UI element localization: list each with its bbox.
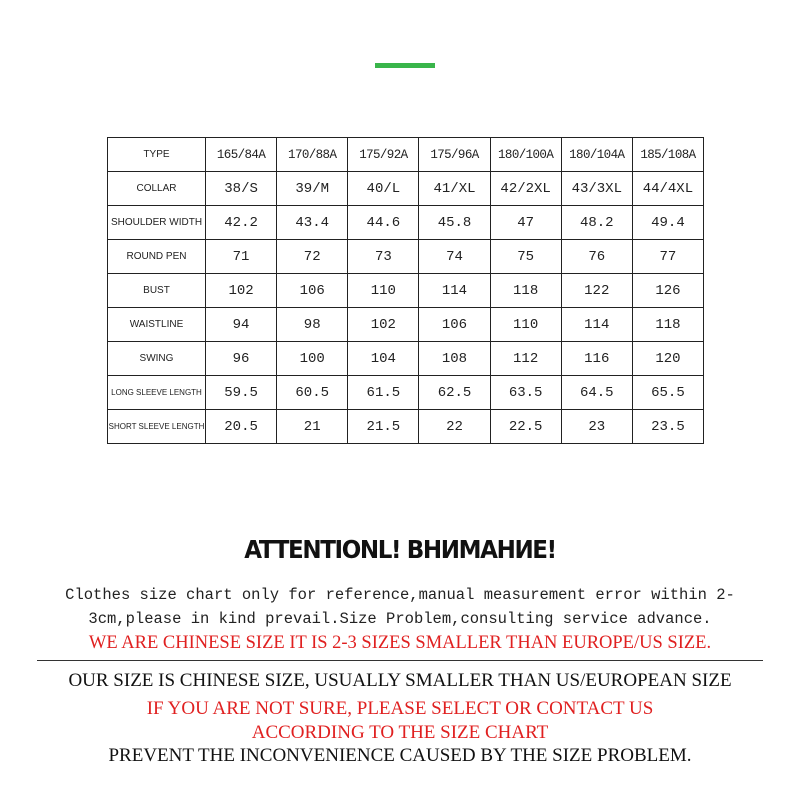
value-cell: 60.5 xyxy=(277,376,348,410)
table-row xyxy=(108,274,704,308)
row-label: COLLAR xyxy=(108,172,206,206)
table-row xyxy=(108,138,704,172)
value-cell: 59.5 xyxy=(206,376,277,410)
value-cell: 120 xyxy=(632,342,703,376)
row-label: LONG SLEEVE LENGTH xyxy=(108,376,206,410)
value-cell: 106 xyxy=(277,274,348,308)
notice-line-chinese-size: OUR SIZE IS CHINESE SIZE, USUALLY SMALLER THAN US/EUROPEAN SIZE xyxy=(68,670,732,691)
table-row xyxy=(108,410,704,444)
value-cell: 77 xyxy=(632,240,703,274)
value-cell: 61.5 xyxy=(348,376,419,410)
value-cell: 65.5 xyxy=(632,376,703,410)
value-cell: 96 xyxy=(206,342,277,376)
table-row xyxy=(108,206,704,240)
value-cell: 102 xyxy=(206,274,277,308)
disclaimer-text xyxy=(30,583,770,631)
value-cell: 73 xyxy=(348,240,419,274)
attention-title: ATTENTIONL! ВНИМАНИЕ! xyxy=(244,535,556,564)
value-cell: 40/L xyxy=(348,172,419,206)
size-chart-table xyxy=(107,137,704,444)
value-cell: 104 xyxy=(348,342,419,376)
value-cell: 110 xyxy=(490,308,561,342)
value-cell: 38/S xyxy=(206,172,277,206)
value-cell: 45.8 xyxy=(419,206,490,240)
divider xyxy=(37,660,763,661)
notice-section xyxy=(0,515,800,800)
value-cell: 72 xyxy=(277,240,348,274)
value-cell: 43/3XL xyxy=(561,172,632,206)
size-cell: 185/108A xyxy=(632,138,703,172)
table-row xyxy=(108,240,704,274)
size-cell: 175/92A xyxy=(348,138,419,172)
value-cell: 114 xyxy=(419,274,490,308)
row-label: ROUND PEN xyxy=(108,240,206,274)
value-cell: 126 xyxy=(632,274,703,308)
disclaimer-line: 3cm,please in kind prevail.Size Problem,consulting service advance. xyxy=(88,610,712,628)
row-label: SHOULDER WIDTH xyxy=(108,206,206,240)
size-cell: 175/96A xyxy=(419,138,490,172)
table-row xyxy=(108,376,704,410)
row-label: SWING xyxy=(108,342,206,376)
value-cell: 76 xyxy=(561,240,632,274)
value-cell: 114 xyxy=(561,308,632,342)
row-label: WAISTLINE xyxy=(108,308,206,342)
value-cell: 118 xyxy=(490,274,561,308)
row-label: TYPE xyxy=(108,138,206,172)
value-cell: 42/2XL xyxy=(490,172,561,206)
value-cell: 21.5 xyxy=(348,410,419,444)
row-label: BUST xyxy=(108,274,206,308)
value-cell: 22 xyxy=(419,410,490,444)
value-cell: 102 xyxy=(348,308,419,342)
size-warning: WE ARE CHINESE SIZE IT IS 2-3 SIZES SMALLER THAN EUROPE/US SIZE. xyxy=(88,633,712,653)
value-cell: 48.2 xyxy=(561,206,632,240)
value-cell: 112 xyxy=(490,342,561,376)
value-cell: 71 xyxy=(206,240,277,274)
value-cell: 64.5 xyxy=(561,376,632,410)
disclaimer-line: Clothes size chart only for reference,manual measurement error within 2- xyxy=(65,586,735,604)
value-cell: 106 xyxy=(419,308,490,342)
size-cell: 170/88A xyxy=(277,138,348,172)
value-cell: 42.2 xyxy=(206,206,277,240)
value-cell: 22.5 xyxy=(490,410,561,444)
value-cell: 20.5 xyxy=(206,410,277,444)
value-cell: 100 xyxy=(277,342,348,376)
accent-bar xyxy=(375,63,435,68)
notice-line-contact: IF YOU ARE NOT SURE, PLEASE SELECT OR CONTACT US xyxy=(146,698,654,719)
value-cell: 63.5 xyxy=(490,376,561,410)
table-row xyxy=(108,342,704,376)
notice-line-prevent: PREVENT THE INCONVENIENCE CAUSED BY THE SIZE PROBLEM. xyxy=(108,745,692,766)
value-cell: 116 xyxy=(561,342,632,376)
size-cell: 180/104A xyxy=(561,138,632,172)
value-cell: 41/XL xyxy=(419,172,490,206)
value-cell: 23.5 xyxy=(632,410,703,444)
value-cell: 122 xyxy=(561,274,632,308)
value-cell: 49.4 xyxy=(632,206,703,240)
value-cell: 23 xyxy=(561,410,632,444)
value-cell: 118 xyxy=(632,308,703,342)
size-cell: 180/100A xyxy=(490,138,561,172)
notice-line-size-chart: ACCORDING TO THE SIZE CHART xyxy=(251,722,549,743)
value-cell: 75 xyxy=(490,240,561,274)
value-cell: 108 xyxy=(419,342,490,376)
value-cell: 110 xyxy=(348,274,419,308)
size-cell: 165/84A xyxy=(206,138,277,172)
row-label: SHORT SLEEVE LENGTH xyxy=(108,410,206,444)
value-cell: 43.4 xyxy=(277,206,348,240)
value-cell: 44/4XL xyxy=(632,172,703,206)
table-row xyxy=(108,172,704,206)
value-cell: 62.5 xyxy=(419,376,490,410)
value-cell: 44.6 xyxy=(348,206,419,240)
table-row xyxy=(108,308,704,342)
value-cell: 94 xyxy=(206,308,277,342)
value-cell: 39/M xyxy=(277,172,348,206)
value-cell: 74 xyxy=(419,240,490,274)
value-cell: 47 xyxy=(490,206,561,240)
value-cell: 98 xyxy=(277,308,348,342)
value-cell: 21 xyxy=(277,410,348,444)
